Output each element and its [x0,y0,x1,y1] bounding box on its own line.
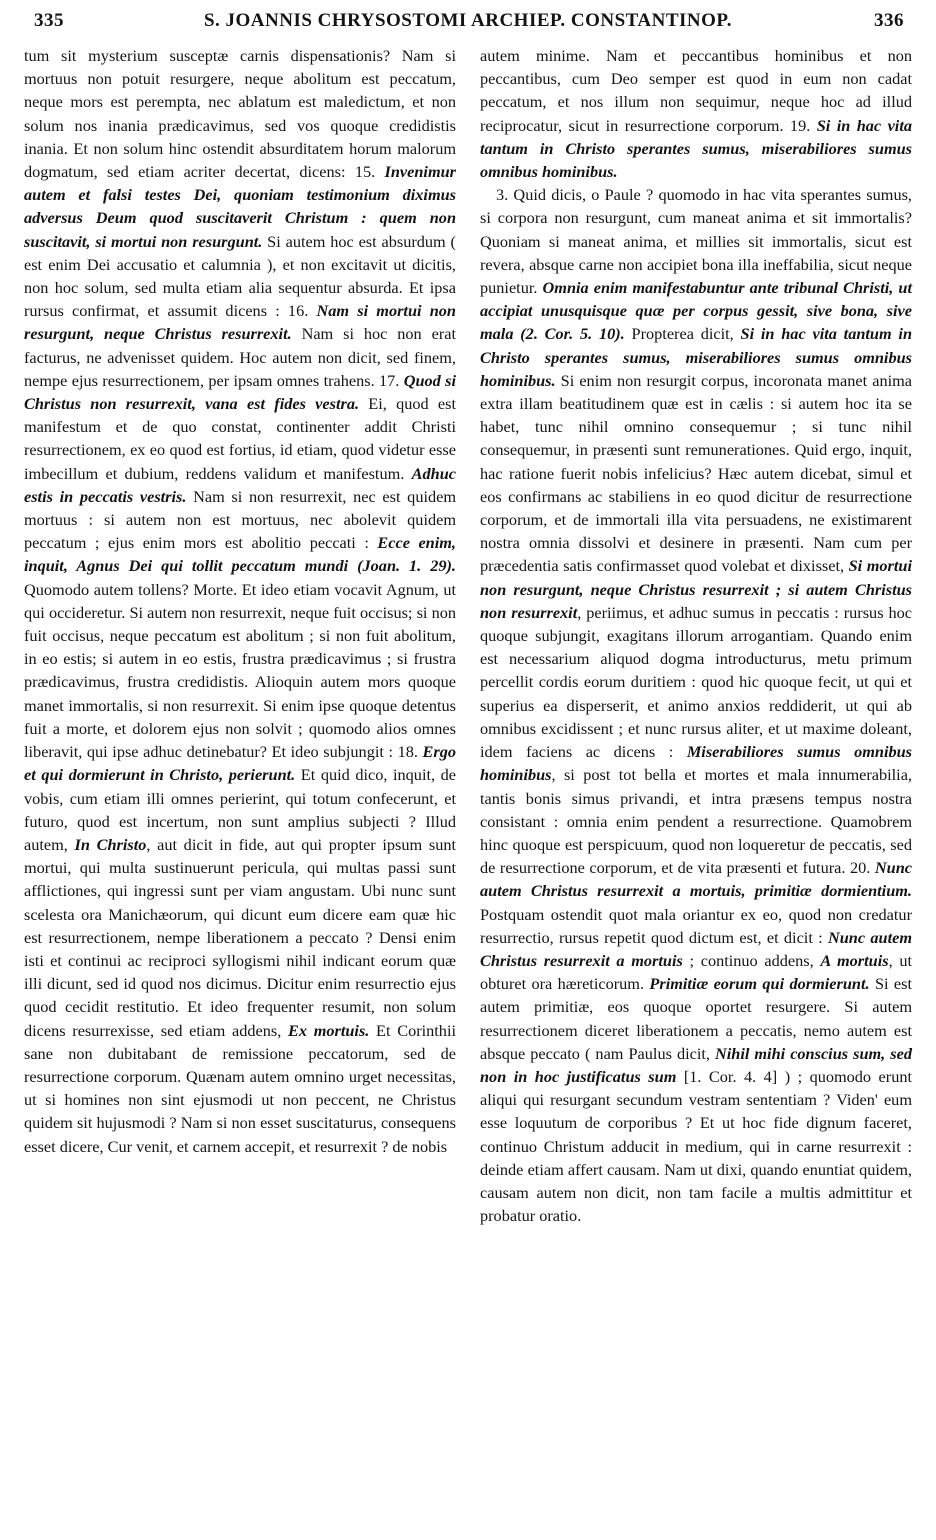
page-number-right: 336 [874,10,904,31]
text-run: , si post tot bella et mortes et mala innumerabilia, tantis bonis simus privandi, et intra præsens tempus nostra consistant : omnia enim pendent a resurrectione. Quamobrem hinc quoque est perspicuum, quod non loqueretur de peccatis, sed de resurrectione corporum, et de vita præsenti et futura. 20. [480,765,912,878]
scripture-quote: Omnia enim manifestabuntur ante tribunal Christi, ut accipiat unusquisque quæ per corpus gessit, sive bona, sive mala (2. Cor. 5. 10). [480,278,912,344]
scripture-quote: In Christo [74,834,147,854]
text-run: Quomodo autem tollens? Morte. Et ideo etiam vocavit Agnum, ut qui occideretur. Si autem non resurrexit, neque fuit occisus; si non fuit occisus, neque peccatum est abolitum ; si non fuit abolitum, in eo estis; si autem in eo estis, frustra prædicavimus ; si frustra prædicavimus, frustra credidistis. Alioquin autem mors quoque manet immortalis, si non resurrexit. Si enim ipse quoque detentus fuit a morte, et dolorem ejus non solvit ; quomodo alios omnes liberavit, qui ipse adhuc detinebatur? Et ideo subjungit : 18. [24,579,456,762]
text-run: , periimus, et adhuc sumus in peccatis : rursus hoc quoque subjungit, exagitans illorum arrogantiam. Quando enim est necessarium aliquod dogma introducturus, metu primum percellit cordis eorum duritiem : quod hic quoque fecit, ut qui et superius ea disperserit, et animo anxios reddiderit, ut qui ab omnibus excidissent ; et nunc rursus aliter, et ut maxime doleant, idem faciens ac dicens : [480,602,912,762]
text-run: 3. Quid dicis, o Paule ? quomodo in hac vita sperantes sumus, si corpora non resurgunt, cum maneat anima et sit immortalis? Quoniam si maneat anima, et millies sit immortalis, sicut est revera, absque carne non accipiet bona illa ineffabilia, sicut neque punietur. [480,185,912,298]
text-run: Ei, quod est manifestum et de quo constat, continenter addit Christi resurrectionem, ex eo quod est fortius, id etiam, quod videtur esse imbecillum et dubium, reddens validum et manifestum. [24,394,456,483]
scripture-quote: Ergo et qui dormierunt in Christo, perierunt. [24,742,456,785]
scripture-quote: Nam si mortui non resurgunt, neque Christus resurrexit. [24,301,456,344]
text-run: , ut obturet ora hæreticorum. [480,950,912,994]
scripture-quote: Si mortui non resurgunt, neque Christus resurrexit ; si autem Christus non resurrexit [480,556,912,622]
scripture-quote: Nihil mihi conscius sum, sed non in hoc justificatus sum [480,1043,912,1086]
left-column [24,44,456,1227]
text-run: Et Corinthii sane non dubitabant de remissione peccatorum, sed de resurrectione corporum. Quænam autem omnino urget necessitas, ut si homines non sint ejusmodi ut non peccent, ne Christus quidem sit hujusmodi ? Nam si non esset suscitaturus, consequens esset dicere, Cur venit, et carnem accepit, et resurrexit ? de nobis [24,1020,456,1156]
text-run: autem minime. Nam et peccantibus hominibus et non peccantibus, cum Deo semper est quod in eum non cadat peccatum, et nos illum non sequimur, neque hoc ad illud reciprocatur, sicut in resurrectione corporum. 19. [480,46,912,135]
text-columns [24,44,912,1227]
text-run: Nam si non resurrexit, nec est quidem mortuus : si autem non est mortuus, nec abolevit quidem peccatum ; ejus enim mors est abolitio peccati : [24,486,457,553]
scripture-quote: Nunc autem Christus resurrexit a mortuis, primitiæ dormientium. [480,858,912,901]
paragraph [480,183,912,1227]
text-run: tum sit mysterium susceptæ carnis dispensationis? Nam si mortuus non potuit resurgere, neque abolitum est peccatum, neque mors est perempta, nec ablatum est maledictum, et non solum nos inania prædicavimus, sed vos quoque credidistis inania. Et non solum hinc ostendit absurditatem horum malorum dogmatum, sed etiam acriter decertat, dicens: 15. [24,46,456,182]
scripture-quote: Si in hac vita tantum in Christo sperantes sumus, miserabiliores sumus omnibus hominibus. [480,324,912,390]
scripture-quote: Adhuc estis in peccatis vestris. [24,463,456,506]
text-run: Si est autem primitiæ, eos quoque oportet resurgere. Si autem resurrectionem diceret liberationem a peccatis, nemo autem est absque peccato ( nam Paulus dicit, [480,974,912,1063]
running-header [24,10,912,40]
text-run: [1. Cor. 4. 4] ) ; quomodo erunt aliqui qui resurgant secundum vestram sententiam ? Viden' eum esse loquutum de corporibus ? Et ut hoc fide dignum faceret, continuo Christum adducit in medium, qui in carne resurrexit : deinde etiam affert causam. Nam ut dixi, quando enuntiat quidem, causam autem non dicit, non tam facile a multis admittitur et probatur oratio. [480,1066,912,1226]
right-column [480,44,912,1227]
scripture-quote: Quod si Christus non resurrexit, vana est fides vestra. [24,370,456,414]
text-run: Si enim non resurgit corpus, incoronata manet anima extra illam beatitudinem quæ est in cælis : si autem hoc ita se habet, tunc nihil omnino consequemur ; si tunc nihil consequemur, in præsenti sunt remunerationes. Quid ergo, inquit, hac ratione fuerit nobis infelicius? Hæc autem dicebat, simul et eos confirmans ac stabiliens in eo quod dicitur de resurrectione corporum, et de immortali illa vita persuadens, ne existimarent nostra omnia dissolvi et desinere in præsenti. Nam cum per præcedentia satis confirmasset quod volebat et dixisset, [480,370,912,576]
text-run: Postquam ostendit quot mala oriantur ex eo, quod non credatur resurrectio, rursus repetit quod dictum est, et dicit : [480,904,912,947]
page-number-left: 335 [34,10,64,31]
scripture-quote: Primitiæ eorum qui dormierunt. [649,974,870,994]
text-run: Si autem hoc est absurdum ( est enim Dei accusatio et calumnia ), et non excitavit ut dicitis, non hoc solum, sed multa etiam alia sequentur absurda. Et ipsa rursus confirmat, et assumit dicens : 16. [24,231,456,321]
paragraph [24,44,456,1158]
text-run: ; continuo addens, [682,950,821,970]
scripture-quote: Miserabiliores sumus omnibus hominibus [480,742,912,785]
text-run: Propterea dicit, [624,324,741,344]
running-title: S. JOANNIS CHRYSOSTOMI ARCHIEP. CONSTANTINOP. [203,10,733,31]
paragraph [480,44,912,183]
scripture-quote: Invenimur autem et falsi testes Dei, quoniam testimonium diximus adversus Deum quod suscitaverit Christum : quem non suscitavit, si mortui non resurgunt. [24,162,456,251]
text-run: Nam si hoc non erat facturus, ne advenisset quidem. Hoc autem non dicit, sed finem, nempe ejus resurrectionem, per ipsam omnes trahens. 17. [24,324,456,390]
scripture-quote: Ecce enim, inquit, Agnus Dei qui tollit peccatum mundi (Joan. 1. 29). [24,533,456,576]
scripture-quote: Nunc autem Christus resurrexit a mortuis [480,927,912,970]
scripture-quote: A mortuis [820,950,889,970]
scripture-quote: Si in hac vita tantum in Christo sperantes sumus, miserabiliores sumus omnibus hominibus. [480,115,912,182]
text-run: Et quid dico, inquit, de vobis, cum etiam illi omnes perierint, qui totum confecerunt, et futuro, quod est incertum, non sunt amplius subjecti ? Illud autem, [24,765,456,854]
scripture-quote: Ex mortuis. [288,1020,370,1040]
text-run: , aut dicit in fide, aut qui propter ipsum sunt mortui, qui multa sustinuerunt pericula, qui multas passi sunt afflictiones, qui ingressi sunt per viam angustam. Ubi nunc sunt scelesta ora Manichæorum, qui dicunt eum dicere eam quæ hic est resurrectionem, nempe liberationem a peccato ? Densi enim isti et continui ac reciproci syllogismi nihil indicant eorum quæ illi dicunt, sed id quod nos dicimus. Dicitur enim resurrectio ejus quod cecidit restitutio. Et ideo frequenter resumit, non solum dicens resurrexisse, sed etiam addens, [24,834,457,1040]
